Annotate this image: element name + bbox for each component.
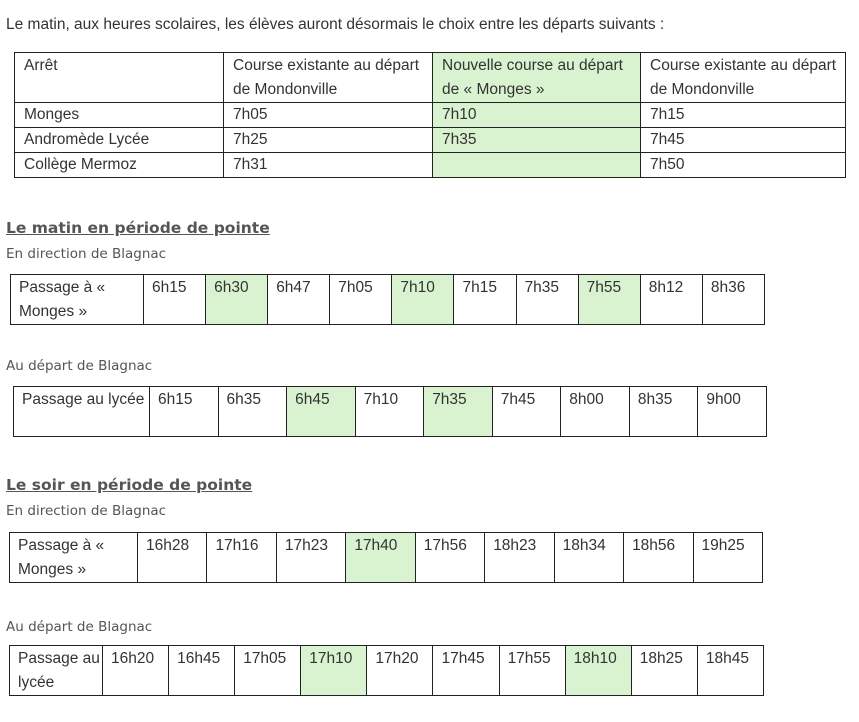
departure-time-cell: 8h00 bbox=[561, 387, 630, 437]
departure-time-cell: 6h15 bbox=[144, 275, 206, 325]
table-cell: Monges bbox=[15, 103, 224, 128]
schedule-label: Passage au lycée bbox=[14, 387, 150, 437]
departure-time-cell: 6h35 bbox=[218, 387, 287, 437]
table-cell: 7h25 bbox=[224, 128, 433, 153]
departure-time-cell: 18h10 bbox=[565, 646, 631, 696]
table-cell: 7h15 bbox=[641, 103, 846, 128]
departure-time-cell: 16h20 bbox=[103, 646, 169, 696]
departure-time-cell: 7h05 bbox=[330, 275, 392, 325]
departure-time-cell: 7h45 bbox=[492, 387, 561, 437]
evening-to-blagnac-schedule bbox=[9, 532, 763, 583]
departure-time-cell: 9h00 bbox=[698, 387, 767, 437]
departure-time-cell: 6h30 bbox=[206, 275, 268, 325]
schedule-row bbox=[10, 646, 764, 696]
morning-to-blagnac-subtitle: En direction de Blagnac bbox=[6, 246, 167, 262]
departure-time-cell: 17h55 bbox=[499, 646, 565, 696]
departure-time-cell: 16h45 bbox=[169, 646, 235, 696]
departure-time-cell: 7h10 bbox=[392, 275, 454, 325]
departure-time-cell: 17h56 bbox=[415, 533, 484, 583]
schedule-row bbox=[11, 275, 765, 325]
schedule-label: Passage à « Monges » bbox=[11, 275, 144, 325]
departure-time-cell: 17h16 bbox=[207, 533, 276, 583]
table-cell: 7h10 bbox=[433, 103, 641, 128]
schedule-row bbox=[14, 387, 767, 437]
table-cell bbox=[433, 153, 641, 178]
departure-time-cell: 17h10 bbox=[301, 646, 367, 696]
header-cell: Course existante au départ de Mondonville bbox=[224, 53, 433, 103]
intro-text: Le matin, aux heures scolaires, les élèves auront désormais le choix entre les départs suivants : bbox=[6, 16, 665, 33]
header-cell: Nouvelle course au départ de « Monges » bbox=[433, 53, 641, 103]
evening-to-blagnac-subtitle: En direction de Blagnac bbox=[6, 503, 167, 519]
departure-time-cell: 19h25 bbox=[693, 533, 763, 583]
departure-time-cell: 6h47 bbox=[268, 275, 330, 325]
departure-time-cell: 8h36 bbox=[702, 275, 764, 325]
header-cell: Course existante au départ de Mondonville bbox=[641, 53, 846, 103]
schedule-label: Passage au lycée bbox=[10, 646, 103, 696]
departure-time-cell: 7h35 bbox=[424, 387, 493, 437]
table-cell: 7h45 bbox=[641, 128, 846, 153]
morning-from-blagnac-subtitle: Au départ de Blagnac bbox=[6, 358, 153, 374]
schedule-label: Passage à « Monges » bbox=[10, 533, 138, 583]
departure-time-cell: 7h15 bbox=[454, 275, 516, 325]
departure-time-cell: 8h35 bbox=[629, 387, 698, 437]
table-cell: 7h35 bbox=[433, 128, 641, 153]
departure-time-cell: 7h55 bbox=[578, 275, 640, 325]
morning-from-blagnac-schedule bbox=[13, 386, 767, 437]
departure-time-cell: 17h23 bbox=[276, 533, 345, 583]
table-cell: 7h50 bbox=[641, 153, 846, 178]
table-cell: 7h05 bbox=[224, 103, 433, 128]
departure-time-cell: 8h12 bbox=[640, 275, 702, 325]
morning-heading: Le matin en période de pointe bbox=[6, 219, 270, 237]
departure-time-cell: 17h40 bbox=[346, 533, 415, 583]
table-row bbox=[15, 128, 846, 153]
table-row bbox=[15, 153, 846, 178]
table-cell: Collège Mermoz bbox=[15, 153, 224, 178]
departure-time-cell: 18h56 bbox=[624, 533, 693, 583]
schedule-row bbox=[10, 533, 763, 583]
evening-from-blagnac-schedule bbox=[9, 645, 764, 696]
departure-time-cell: 7h35 bbox=[516, 275, 578, 325]
departure-time-cell: 6h45 bbox=[287, 387, 356, 437]
departures-table bbox=[14, 52, 846, 178]
table-row bbox=[15, 103, 846, 128]
departure-time-cell: 18h23 bbox=[485, 533, 554, 583]
departure-time-cell: 18h34 bbox=[554, 533, 623, 583]
evening-from-blagnac-subtitle: Au départ de Blagnac bbox=[6, 619, 153, 635]
departure-time-cell: 6h15 bbox=[150, 387, 219, 437]
departure-time-cell: 17h45 bbox=[433, 646, 499, 696]
departure-time-cell: 18h45 bbox=[697, 646, 763, 696]
departure-time-cell: 16h28 bbox=[138, 533, 207, 583]
evening-heading: Le soir en période de pointe bbox=[6, 476, 253, 494]
table-header-row bbox=[15, 53, 846, 103]
departure-time-cell: 7h10 bbox=[355, 387, 424, 437]
morning-to-blagnac-schedule bbox=[10, 274, 765, 325]
table-cell: 7h31 bbox=[224, 153, 433, 178]
header-cell: Arrêt bbox=[15, 53, 224, 103]
departure-time-cell: 17h20 bbox=[367, 646, 433, 696]
table-cell: Andromède Lycée bbox=[15, 128, 224, 153]
departure-time-cell: 17h05 bbox=[235, 646, 301, 696]
departure-time-cell: 18h25 bbox=[631, 646, 697, 696]
